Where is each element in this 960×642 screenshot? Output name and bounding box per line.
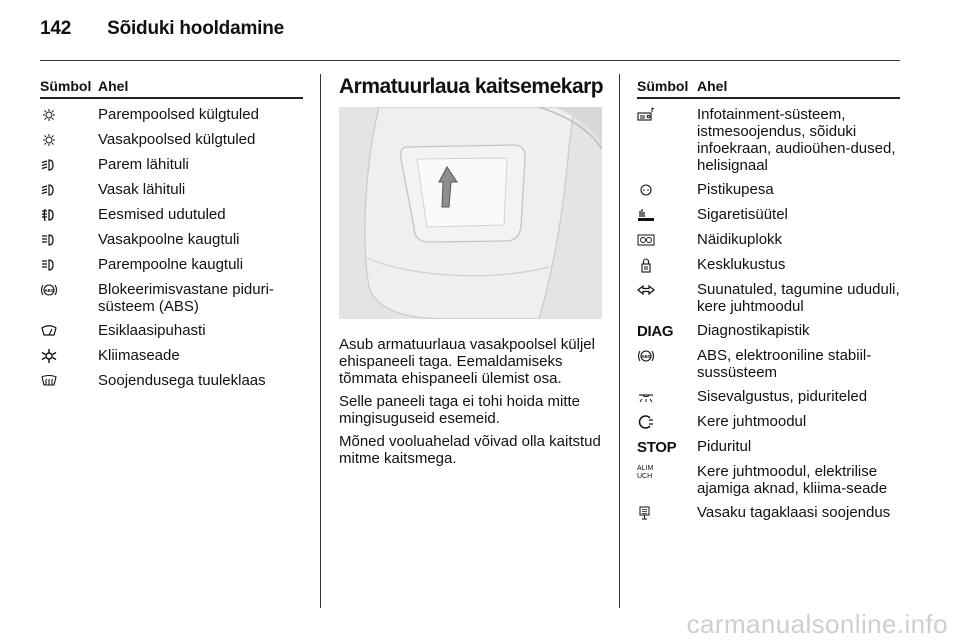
page-number: 142 [40, 18, 72, 39]
row-label: Sisevalgustus, piduriteled [697, 388, 868, 405]
table-row [637, 174, 900, 199]
row-label: Parempoolsed külgtuled [98, 106, 259, 123]
row-label: Esiklaasipuhasti [98, 322, 206, 339]
abs-icon [40, 282, 58, 298]
row-label: Piduritul [697, 438, 752, 455]
heated-windshield-icon [40, 373, 58, 389]
row-label: Blokeerimisvastane piduri-süsteem (ABS) [98, 281, 274, 315]
row-label: Parem lähituli [98, 156, 189, 173]
svg-text:ABS: ABS [641, 354, 651, 359]
paragraph: Selle paneeli taga ei tohi hoida mitte mingisuguseid esemeid. [339, 393, 580, 427]
section-title: Armatuurlaua kaitsemekarp [339, 75, 604, 98]
table-row [637, 497, 900, 522]
row-label: Vasakpoolsed külgtuled [98, 131, 256, 148]
table-row [637, 274, 900, 315]
high-beam-icon [40, 232, 58, 248]
row-label: Soojendusega tuuleklaas [98, 372, 266, 389]
table-row [637, 199, 900, 224]
stop-symbol: STOP [637, 439, 677, 456]
row-label: Parempoolne kaugtuli [98, 256, 244, 273]
low-beam-icon [40, 182, 58, 198]
climate-icon [40, 348, 58, 364]
table-row [637, 224, 900, 249]
svg-text:ABS: ABS [44, 288, 54, 293]
central-lock-icon [637, 257, 655, 273]
table-row [637, 381, 900, 406]
instrument-cluster-icon [637, 232, 655, 248]
paragraph: Mõned vooluahelad võivad olla kaitstud mitme kaitsmega. [339, 433, 601, 467]
high-beam-icon [40, 257, 58, 273]
row-label: ABS, elektrooniline stabiil-sussüsteem [697, 347, 872, 381]
table-row [637, 340, 900, 381]
table-row [40, 249, 303, 274]
row-label: Infotainment-süsteem, istmesoojendus, sõiduki infoekraan, audioühen-dused, helisignaal [697, 106, 896, 174]
row-label: Eesmised udutuled [98, 206, 226, 223]
table-row [637, 431, 900, 456]
page-header [40, 18, 284, 40]
interior-light-icon [637, 389, 655, 405]
circuit-column-header: Ahel [98, 78, 129, 94]
table-row [637, 249, 900, 274]
page-title: Sõiduki hooldamine [107, 18, 285, 39]
right-fuse-table [637, 70, 900, 522]
wiper-icon [40, 323, 58, 339]
section-body [339, 336, 602, 467]
row-label: Vasakpoolne kaugtuli [98, 231, 240, 248]
row-label: Vasaku tagaklaasi soojendus [697, 504, 891, 521]
left-table-header [40, 70, 303, 99]
right-side-light-icon [40, 107, 58, 123]
table-row [40, 174, 303, 199]
alim-uch-symbol: ALIM UCH [637, 465, 654, 480]
paragraph: Asub armatuurlaua vasakpoolsel küljel ehispaneeli taga. Eemaldamiseks tõmmata ehispaneeli ülemist osa. [339, 336, 595, 387]
middle-section [339, 70, 602, 473]
table-row [40, 340, 303, 365]
row-label: Suunatuled, tagumine ududuli, kere juhtmoodul [697, 281, 900, 315]
row-label: Kere juhtmoodul, elektrilise ajamiga aknad, kliima-seade [697, 463, 888, 497]
table-row [637, 99, 900, 174]
table-row [40, 149, 303, 174]
table-row [40, 124, 303, 149]
power-outlet-icon [637, 182, 655, 198]
column-divider-left [320, 74, 321, 608]
symbol-column-header: Sümbol [40, 78, 92, 94]
left-fuse-table [40, 70, 303, 390]
left-side-light-icon [40, 132, 58, 148]
symbol-column-header: Sümbol [637, 78, 689, 94]
fog-light-icon [40, 207, 58, 223]
row-label: Kliimaseade [98, 347, 180, 364]
low-beam-icon [40, 157, 58, 173]
abs-icon [637, 348, 655, 364]
diag-symbol: DIAG [637, 323, 674, 340]
rear-defrost-icon [637, 505, 655, 521]
table-row [40, 274, 303, 315]
table-row [637, 406, 900, 431]
row-label: Pistikupesa [697, 181, 774, 198]
row-label: Vasak lähituli [98, 181, 186, 198]
circuit-column-header: Ahel [697, 78, 728, 94]
row-label: Näidikuplokk [697, 231, 783, 248]
fuse-box-illustration [339, 107, 602, 319]
row-label: Kesklukustus [697, 256, 786, 273]
header-rule [40, 60, 900, 61]
table-row [40, 199, 303, 224]
table-row [637, 456, 900, 497]
radio-icon [637, 107, 655, 123]
turn-signal-icon [637, 282, 655, 298]
column-divider-right [619, 74, 620, 608]
cigarette-lighter-icon [637, 207, 655, 223]
dashboard-panel-drawing [339, 107, 602, 319]
row-label: Sigaretisüütel [697, 206, 788, 223]
table-row [40, 315, 303, 340]
table-row [637, 315, 900, 340]
table-row [40, 365, 303, 390]
row-label: Diagnostikapistik [697, 322, 810, 339]
table-row [40, 99, 303, 124]
right-table-header [637, 70, 900, 99]
body-module-icon [637, 414, 655, 430]
row-label: Kere juhtmoodul [697, 413, 807, 430]
watermark: carmanualsonline.info [686, 609, 948, 639]
table-row [40, 224, 303, 249]
